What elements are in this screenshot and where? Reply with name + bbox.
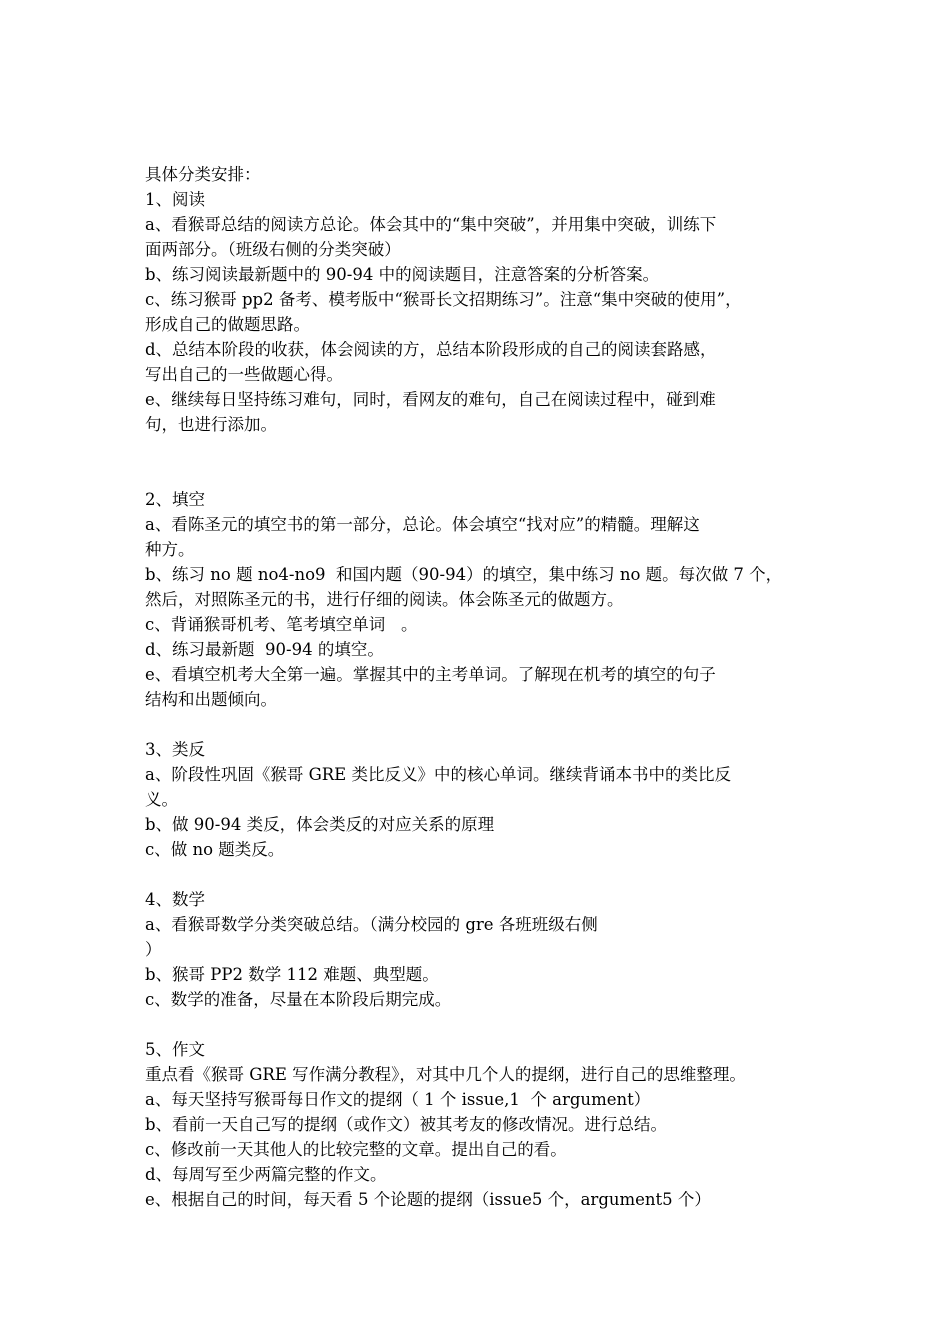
text-line: b、做 90-94 类反，体会类反的对应关系的原理	[145, 815, 495, 834]
text-line: b、猴哥 PP2 数学 112 难题、典型题。	[145, 965, 439, 984]
text-line: b、练习 no 题 no4-no9 和国内题（90-94）的填空，集中练习 no 题。每次做 7 个，	[145, 565, 783, 584]
text-line: e、看填空机考大全第一遍。掌握其中的主考单词。了解现在机考的填空的句子	[145, 665, 716, 684]
section-title: 1、阅读	[145, 190, 205, 209]
text-line: a、看猴哥数学分类突破总结。（满分校园的 gre 各班班级右侧	[145, 915, 598, 934]
text-line: c、修改前一天其他人的比较完整的文章。提出自己的看。	[145, 1140, 567, 1159]
text-line: 重点看《猴哥 GRE 写作满分教程》，对其中几个人的提纲，进行自己的思维整理。	[145, 1065, 746, 1084]
text-line: c、练习猴哥 pp2 备考、模考版中“猴哥长文招期练习”。注意“集中突破的使用”，	[145, 290, 742, 309]
text-line: 写出自己的一些做题心得。	[145, 365, 343, 384]
text-line: ）	[145, 940, 162, 959]
section-fill-in	[145, 487, 810, 712]
text-line: b、看前一天自己写的提纲（或作文）被其考友的修改情况。进行总结。	[145, 1115, 668, 1134]
section-title: 4、数学	[145, 890, 205, 909]
text-line: d、练习最新题 90-94 的填空。	[145, 640, 384, 659]
text-line: c、做 no 题类反。	[145, 840, 285, 859]
document-heading: 具体分类安排：	[145, 165, 261, 184]
text-line: e、继续每日坚持练习难句，同时，看网友的难句，自己在阅读过程中，碰到难	[145, 390, 716, 409]
spacer	[145, 1012, 810, 1037]
text-line: a、看猴哥总结的阅读方总论。体会其中的“集中突破”，并用集中突破，训练下	[145, 215, 717, 234]
text-line: c、背诵猴哥机考、笔考填空单词 。	[145, 615, 418, 634]
text-line: d、总结本阶段的收获，体会阅读的方，总结本阶段形成的自己的阅读套路感，	[145, 340, 717, 359]
text-line: 面两部分。（班级右侧的分类突破）	[145, 240, 401, 259]
text-line: 形成自己的做题思路。	[145, 315, 310, 334]
spacer	[145, 862, 810, 887]
section-reading	[145, 187, 810, 437]
spacer	[145, 712, 810, 737]
text-line: b、练习阅读最新题中的 90-94 中的阅读题目，注意答案的分析答案。	[145, 265, 660, 284]
section-title: 3、类反	[145, 740, 205, 759]
document-body	[145, 162, 810, 1212]
text-line: a、每天坚持写猴哥每日作文的提纲（ 1 个 issue,1 个 argument）	[145, 1090, 651, 1109]
text-line: 句，也进行添加。	[145, 415, 277, 434]
section-math	[145, 887, 810, 1012]
section-title: 2、填空	[145, 490, 205, 509]
text-line: a、阶段性巩固《猴哥 GRE 类比反义》中的核心单词。继续背诵本书中的类比反	[145, 765, 731, 784]
section-title: 5、作文	[145, 1040, 205, 1059]
text-line: a、看陈圣元的填空书的第一部分，总论。体会填空“找对应”的精髓。理解这	[145, 515, 700, 534]
text-line: d、每周写至少两篇完整的作文。	[145, 1165, 387, 1184]
text-line: e、根据自己的时间，每天看 5 个论题的提纲（issue5 个，argument5 个）	[145, 1190, 711, 1209]
text-line: 义。	[145, 790, 178, 809]
text-line: 种方。	[145, 540, 195, 559]
section-writing	[145, 1037, 810, 1212]
text-line: c、数学的准备，尽量在本阶段后期完成。	[145, 990, 452, 1009]
text-line: 结构和出题倾向。	[145, 690, 277, 709]
text-line: 然后，对照陈圣元的书，进行仔细的阅读。体会陈圣元的做题方。	[145, 590, 624, 609]
section-analogy-antonym	[145, 737, 810, 862]
spacer	[145, 437, 810, 487]
